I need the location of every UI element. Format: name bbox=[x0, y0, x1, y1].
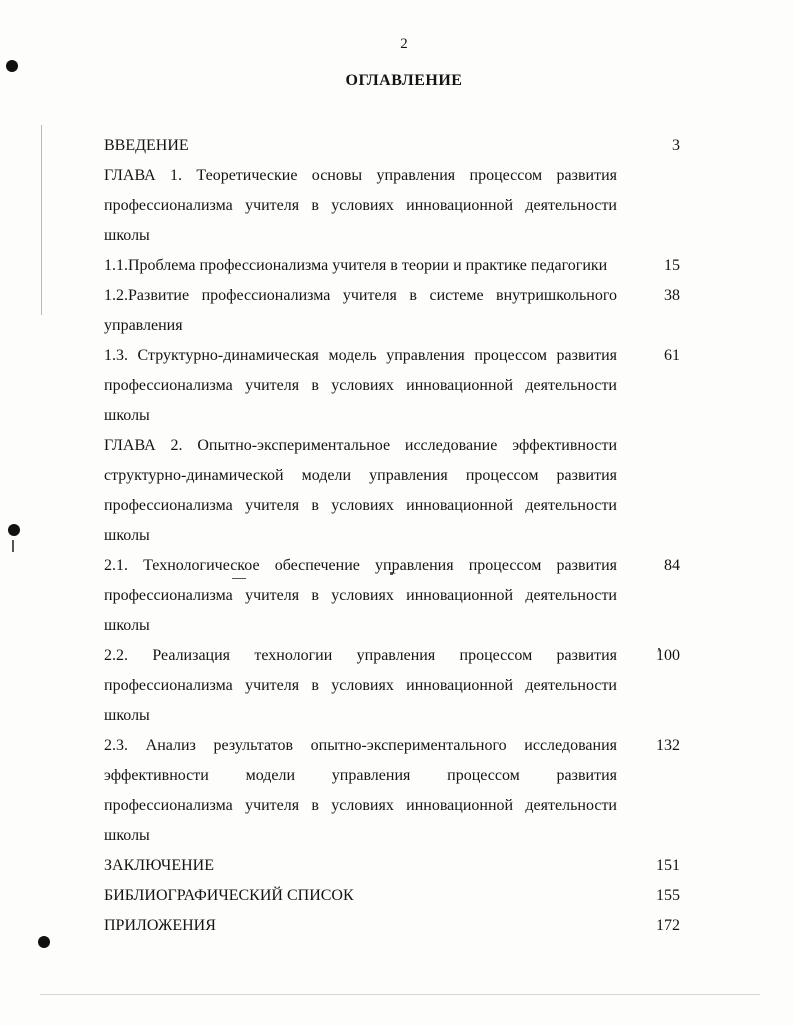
toc-entry-page: 38 bbox=[664, 287, 680, 304]
binder-hole bbox=[6, 60, 18, 72]
page-number: 2 bbox=[400, 36, 408, 52]
toc-entry bbox=[104, 881, 680, 911]
toc-entry-page: 155 bbox=[656, 887, 680, 904]
toc-entry bbox=[104, 251, 680, 281]
toc-entry-page: 3 bbox=[672, 137, 680, 154]
toc-entry bbox=[104, 131, 680, 161]
toc-entry-title: 2.2. Реализация технологии управления процессом развития профессионализма учителя в условиях инновационной деятельности школы bbox=[104, 647, 617, 724]
toc-entry-page: 151 bbox=[656, 857, 680, 874]
toc-entry bbox=[104, 641, 680, 731]
toc-entry bbox=[104, 551, 680, 641]
toc-entry-page: 172 bbox=[656, 917, 680, 934]
toc-entry-title: 1.3. Структурно-динамическая модель управления процессом развития профессионализма учителя в условиях инновационной деятельности школы bbox=[104, 347, 617, 424]
toc-entry-title: ГЛАВА 2. Опытно-экспериментальное исследование эффективности структурно-динамической модели управления процессом развития профессионализма учителя в условиях инновационной деятельности школы bbox=[104, 437, 617, 544]
scan-speck bbox=[41, 125, 42, 315]
toc-entry-page: 61 bbox=[664, 347, 680, 364]
toc-entry bbox=[104, 431, 680, 551]
toc-entry-page: 132 bbox=[656, 737, 680, 754]
toc-entry-page: 84 bbox=[664, 557, 680, 574]
toc-entry bbox=[104, 911, 680, 941]
toc-entry-title: 2.1. Технологическое обеспечение управления процессом развития профессионализма учителя в условиях инновационной деятельности школы bbox=[104, 557, 617, 634]
binder-hole bbox=[38, 936, 50, 948]
scan-speck bbox=[12, 540, 14, 552]
toc-entry-page: 15 bbox=[664, 257, 680, 274]
toc-entry bbox=[104, 851, 680, 881]
toc-entry bbox=[104, 731, 680, 851]
toc-entry-title: 1.1.Проблема профессионализма учителя в теории и практике педагогики bbox=[104, 257, 608, 274]
toc-entry-title: БИБЛИОГРАФИЧЕСКИЙ СПИСОК bbox=[104, 887, 354, 904]
toc-entry bbox=[104, 281, 680, 341]
toc-entry-title: ПРИЛОЖЕНИЯ bbox=[104, 917, 216, 934]
toc-entry-title: ВВЕДЕНИЕ bbox=[104, 137, 189, 154]
toc-entry-title: ЗАКЛЮЧЕНИЕ bbox=[104, 857, 214, 874]
toc-entry bbox=[104, 341, 680, 431]
binder-hole bbox=[8, 524, 20, 536]
table-of-contents bbox=[104, 131, 680, 941]
toc-entry-page: 100 bbox=[656, 647, 680, 664]
scan-speck bbox=[40, 994, 760, 995]
toc-entry-title: 2.3. Анализ результатов опытно-экспериментального исследования эффективности модели управления процессом развития профессионализма учителя в условиях инновационной деятельности школы bbox=[104, 737, 617, 844]
toc-entry-title: 1.2.Развитие профессионализма учителя в системе внутришкольного управления bbox=[104, 287, 617, 334]
page-title: ОГЛАВЛЕНИЕ bbox=[345, 72, 463, 89]
toc-entry bbox=[104, 161, 680, 251]
toc-entry-title: ГЛАВА 1. Теоретические основы управления процессом развития профессионализма учителя в условиях инновационной деятельности школы bbox=[104, 167, 617, 244]
